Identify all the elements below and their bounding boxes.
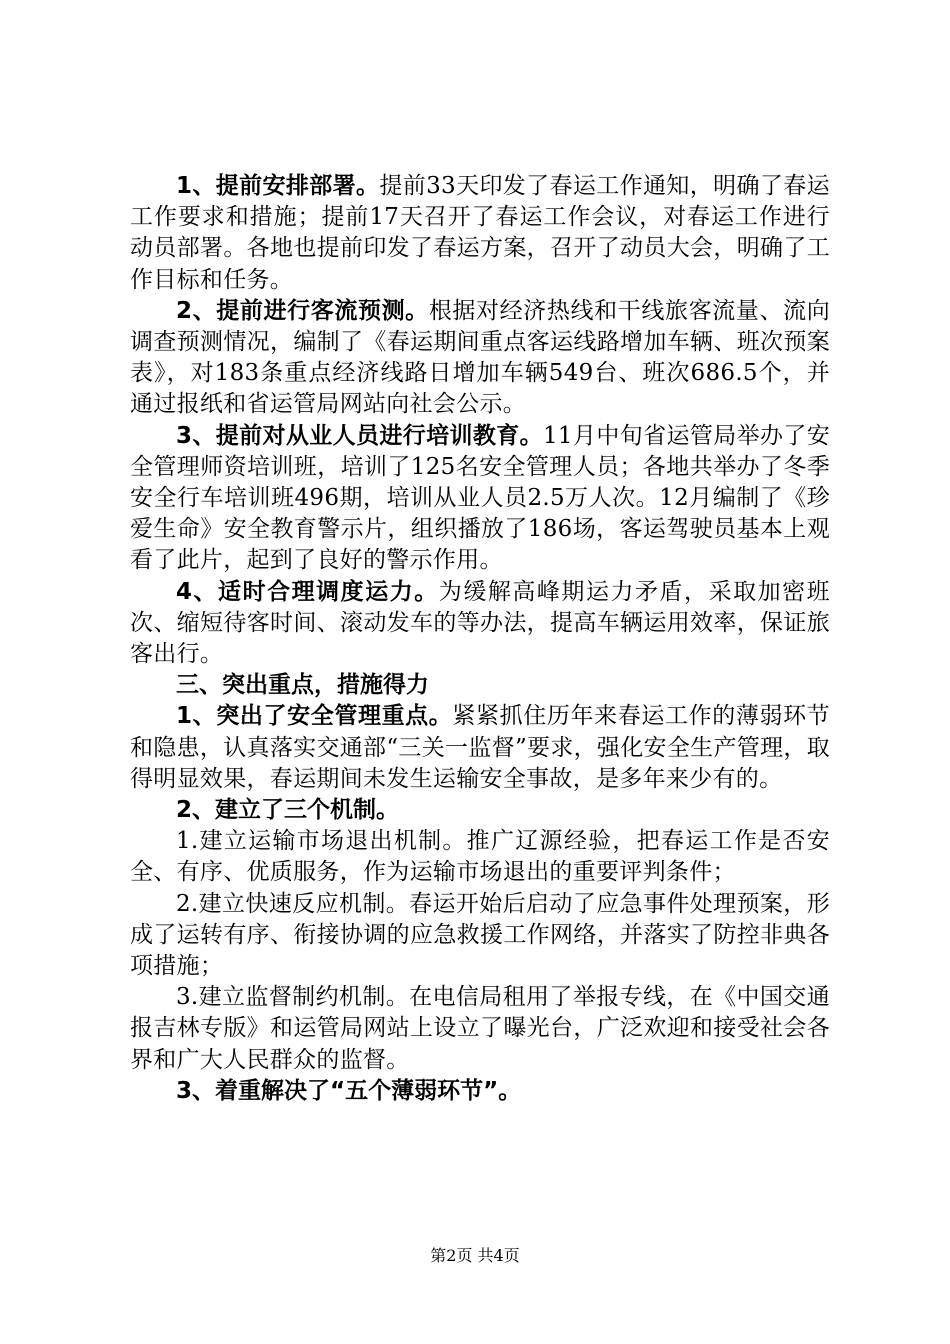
section-heading: 三、突出重点，措施得力 bbox=[176, 672, 429, 699]
paragraph-safety-focus bbox=[130, 701, 830, 795]
paragraph-text: 提前33天印发了春运工作通知，明确了春运工作要求和措施；提前17天召开了春运工作会议，对春运工作进行动员部署。各地也提前印发了春运方案，召开了动员大会，明确了工作目标和任务。 bbox=[130, 173, 830, 293]
paragraph-text: 根据对经济热线和干线旅客流量、流向调查预测情况，编制了《春运期间重点客运线路增加车辆、班次预案表》，对183条重点经济线路日增加车辆549台、班次686.5个，并通过报纸和省运管局网站向社会公示。 bbox=[130, 297, 830, 418]
mechanism-item-response: 2.建立快速反应机制。春运开始后启动了应急事件处理预案，形成了运转有序、衔接协调的应急救援工作网络，并落实了防控非典各项措施； bbox=[130, 890, 830, 980]
page-number-footer: 第2页 共4页 bbox=[430, 1246, 520, 1265]
paragraph-lead: 3、提前对从业人员进行培训教育。 bbox=[176, 422, 543, 449]
paragraph-staff-training bbox=[130, 421, 830, 577]
paragraph-text: 紧紧抓住历年来春运工作的薄弱环节和隐患，认真落实交通部“三关一监督”要求，强化安全生产管理，取得明显效果，春运期间未发生运输安全事故，是多年来少有的。 bbox=[130, 703, 830, 792]
paragraph-lead: 1、提前安排部署。 bbox=[176, 173, 380, 199]
paragraph-advance-deployment bbox=[130, 171, 830, 296]
subsection-heading-weak-links: 3、着重解决了“五个薄弱环节”。 bbox=[176, 1077, 522, 1104]
paragraph-capacity-dispatch bbox=[130, 577, 830, 671]
mechanism-item-supervision: 3.建立监督制约机制。在电信局租用了举报专线，在《中国交通报吉林专版》和运管局网站上设立了曝光台，广泛欢迎和接受社会各界和广大人民群众的监督。 bbox=[130, 984, 830, 1073]
subsection-heading-mechanisms: 2、建立了三个机制。 bbox=[176, 797, 400, 824]
paragraph-lead: 1、突出了安全管理重点。 bbox=[176, 703, 453, 730]
mechanism-item-exit: 1.建立运输市场退出机制。推广辽源经验，把春运工作是否安全、有序、优质服务，作为运输市场退出的重要评判条件； bbox=[130, 828, 830, 886]
paragraph-text: 为缓解高峰期运力矛盾，采取加密班次、缩短待客时间、滚动发车的等办法，提高车辆运用效率，保证旅客出行。 bbox=[130, 578, 830, 668]
paragraph-passenger-forecast bbox=[130, 296, 830, 421]
paragraph-lead: 4、适时合理调度运力。 bbox=[176, 578, 439, 605]
paragraph-lead: 2、提前进行客流预测。 bbox=[176, 297, 429, 324]
document-body bbox=[130, 171, 830, 1107]
paragraph-text: 11月中旬省运管局举办了安全管理师资培训班，培训了125名安全管理人员；各地共举办了冬季安全行车培训班496期，培训从业人员2.5万人次。12月编制了《珍爱生命》安全教育警示片，组织播放了186场，客运驾驶员基本上观看了此片，起到了良好的警示作用。 bbox=[130, 422, 830, 574]
